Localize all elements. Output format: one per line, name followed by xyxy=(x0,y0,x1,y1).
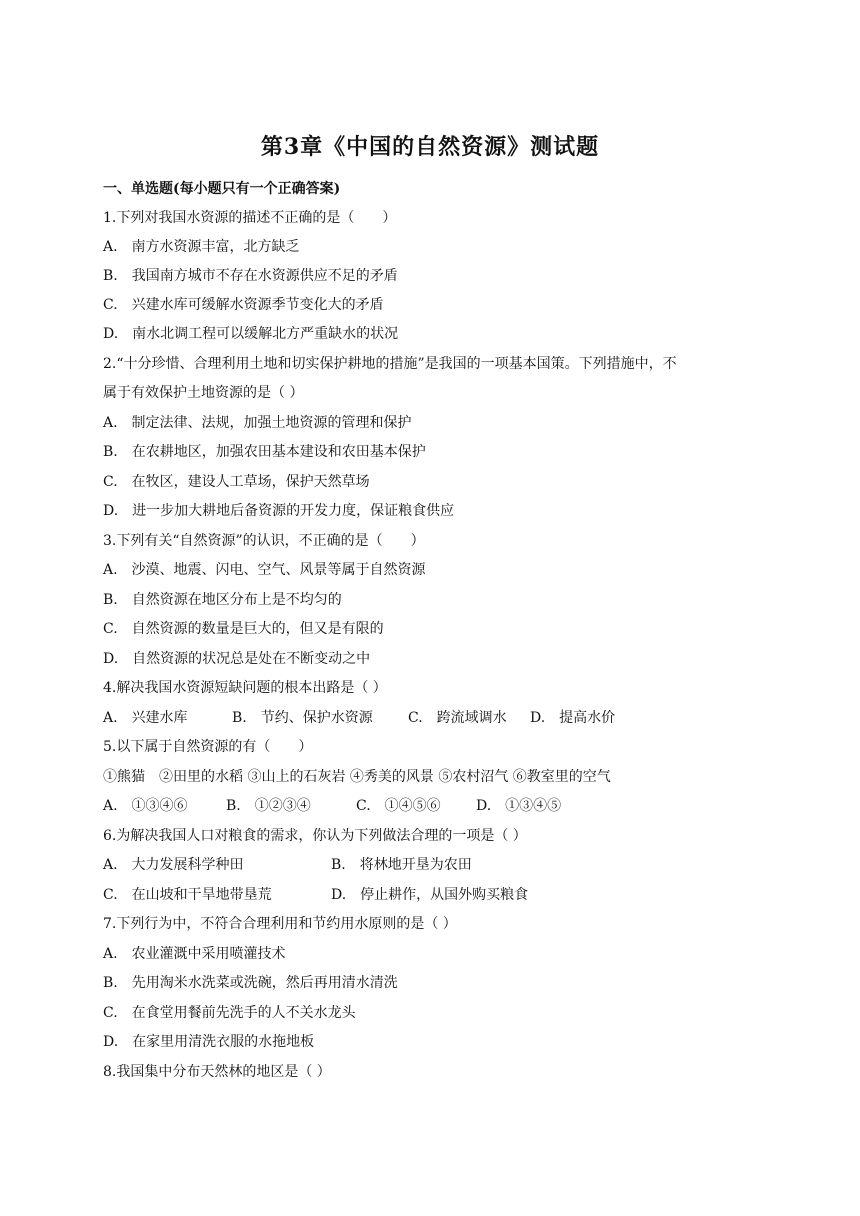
question-3-option-a: A. 沙漠、地震、闪电、空气、风景等属于自然资源 xyxy=(103,562,426,578)
question-4-option-d: D. 提高水价 xyxy=(530,710,616,726)
question-7-option-d: D. 在家里用清洗衣服的水拖地板 xyxy=(103,1034,315,1050)
question-7-option-a: A. 农业灌溉中采用喷灌技术 xyxy=(103,946,286,962)
question-3-option-c: C. 自然资源的数量是巨大的，但又是有限的 xyxy=(103,621,384,637)
question-5-option-c: C. ①④⑤⑥ xyxy=(356,798,441,814)
question-8-stem: 8.我国集中分布天然林的地区是（ ） xyxy=(103,1064,331,1080)
page-title: 第3章《中国的自然资源》测试题 xyxy=(260,134,600,160)
question-3-option-d: D. 自然资源的状况总是处在不断变动之中 xyxy=(103,651,371,667)
question-1-option-c: C. 兴建水库可缓解水资源季节变化大的矛盾 xyxy=(103,297,384,313)
question-4-option-b: B. 节约、保护水资源 xyxy=(232,710,373,726)
question-7-option-c: C. 在食堂用餐前先洗手的人不关水龙头 xyxy=(103,1005,356,1021)
question-6-stem: 6.为解决我国人口对粮食的需求，你认为下列做法合理的一项是（ ） xyxy=(103,828,527,844)
question-2-option-d: D. 进一步加大耕地后备资源的开发力度，保证粮食供应 xyxy=(103,503,455,519)
question-4-stem: 4.解决我国水资源短缺问题的根本出路是（ ） xyxy=(103,680,387,696)
question-2-option-c: C. 在牧区，建设人工草场，保护天然草场 xyxy=(103,474,370,490)
question-2-stem-line-2: 属于有效保护土地资源的是（ ） xyxy=(103,385,304,401)
question-5-option-b: B. ①②③④ xyxy=(226,798,311,814)
question-5-stem: 5.以下属于自然资源的有（ ） xyxy=(103,739,313,755)
question-6-option-b: B. 将林地开垦为农田 xyxy=(331,857,472,873)
question-1-stem: 1.下列对我国水资源的描述不正确的是（ ） xyxy=(103,210,397,226)
section-heading: 一、单选题(每小题只有一个正确答案) xyxy=(103,181,341,197)
question-6-option-d: D. 停止耕作，从国外购买粮食 xyxy=(331,887,529,903)
question-5-items: ①熊猫 ②田里的水稻 ③山上的石灰岩 ④秀美的风景 ⑤农村沼气 ⑥教室里的空气 xyxy=(103,769,611,785)
question-4-option-a: A. 兴建水库 xyxy=(103,710,188,726)
question-1-option-a: A. 南方水资源丰富，北方缺乏 xyxy=(103,239,300,255)
question-6-option-c: C. 在山坡和干旱地带垦荒 xyxy=(103,887,272,903)
question-2-option-a: A. 制定法律、法规，加强土地资源的管理和保护 xyxy=(103,415,412,431)
question-6-option-a: A. 大力发展科学种田 xyxy=(103,857,244,873)
question-4-option-c: C. 跨流域调水 xyxy=(408,710,507,726)
question-1-option-b: B. 我国南方城市不存在水资源供应不足的矛盾 xyxy=(103,268,398,284)
question-2-option-b: B. 在农耕地区，加强农田基本建设和农田基本保护 xyxy=(103,444,426,460)
question-5-option-d: D. ①③④⑤ xyxy=(476,798,562,814)
question-3-stem: 3.下列有关“自然资源”的认识，不正确的是（ ） xyxy=(103,533,425,549)
question-3-option-b: B. 自然资源在地区分布上是不均匀的 xyxy=(103,592,342,608)
question-5-option-a: A. ①③④⑥ xyxy=(103,798,188,814)
question-7-option-b: B. 先用淘米水洗菜或洗碗，然后再用清水清洗 xyxy=(103,975,398,991)
question-2-stem-line-1: 2.“十分珍惜、合理利用土地和切实保护耕地的措施”是我国的一项基本国策。下列措施中，不 xyxy=(103,356,677,372)
question-1-option-d: D. 南水北调工程可以缓解北方严重缺水的状况 xyxy=(103,326,399,342)
question-7-stem: 7.下列行为中，不符合合理利用和节约用水原则的是（ ） xyxy=(103,916,457,932)
